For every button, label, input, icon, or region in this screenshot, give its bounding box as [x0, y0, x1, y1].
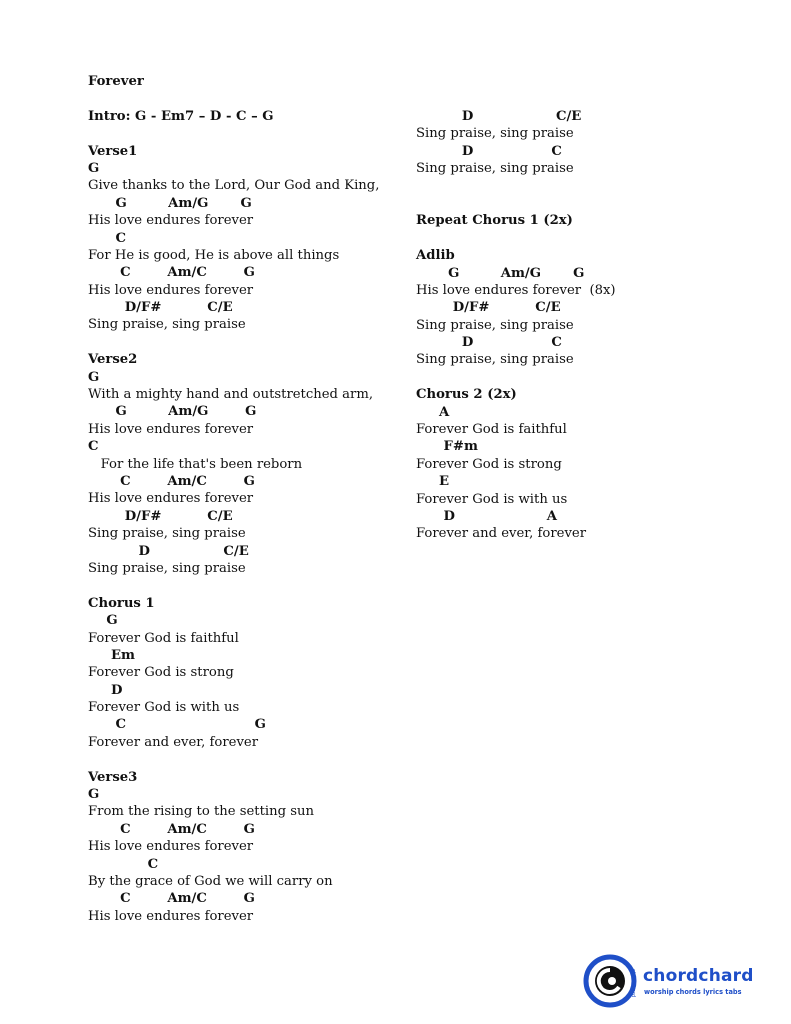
lyric-line: Forever God is with us [88, 700, 240, 716]
verse1-heading: Verse1 [88, 143, 138, 159]
lyric-line: With a mighty hand and outstretched arm, [88, 387, 374, 403]
spacer [88, 334, 398, 351]
chord-line: F#m [416, 439, 478, 455]
chord-line: G Am/G G [416, 265, 585, 281]
chord-line: D C [416, 335, 562, 351]
spacer [416, 195, 756, 212]
lyric-line: For the life that's been reborn [88, 456, 303, 472]
chord-line: D A [416, 508, 558, 524]
chord-line: D C/E [88, 543, 249, 559]
spacer [416, 230, 756, 247]
spacer [416, 178, 756, 195]
lyric-line: Forever God is strong [416, 456, 562, 472]
chord-line: G [88, 160, 100, 176]
chord-line: C Am/C G [88, 265, 255, 281]
chord-line: C [88, 856, 159, 872]
spacer [88, 125, 398, 142]
chord-line: D C [416, 143, 562, 159]
chord-line: C [88, 439, 99, 455]
chord-line: Em [88, 647, 135, 663]
lyric-line: Sing praise, sing praise [88, 560, 246, 576]
spacer [88, 577, 398, 594]
intro-line: Intro: G - Em7 – D - C – G [88, 108, 274, 124]
lyric-line: Sing praise, sing praise [416, 352, 574, 368]
logo-vertical-text: chordchard [630, 968, 636, 998]
chord-line: G Am/G G [88, 195, 252, 211]
lyric-line: Sing praise, sing praise [416, 161, 574, 177]
spacer [88, 90, 398, 107]
lyric-line: Forever God is faithful [416, 422, 567, 438]
chord-line: C Am/C G [88, 821, 255, 837]
lyric-line: Sing praise, sing praise [88, 526, 246, 542]
chord-line: C Am/C G [88, 473, 255, 489]
left-column [88, 73, 398, 925]
lyric-line: His love endures forever [88, 282, 254, 298]
chorus2-heading: Chorus 2 (2x) [416, 387, 517, 403]
chord-line: C G [88, 717, 266, 733]
lyric-line: His love endures forever [88, 908, 254, 924]
lyric-line: Forever God is strong [88, 665, 234, 681]
chorus1-heading: Chorus 1 [88, 595, 155, 611]
verse2-heading: Verse2 [88, 352, 138, 368]
chord-line: D/F# C/E [88, 508, 233, 524]
lyric-line: Sing praise, sing praise [88, 317, 246, 333]
spacer [88, 751, 398, 768]
lyric-line: Forever God is faithful [88, 630, 239, 646]
chord-line: D C/E [416, 109, 582, 124]
chord-line: C Am/C G [88, 891, 255, 907]
chord-line: G [88, 787, 100, 803]
chord-line: D/F# C/E [416, 300, 561, 316]
chord-line: D [88, 682, 123, 698]
chord-line: E [416, 474, 450, 490]
verse3-heading: Verse3 [88, 769, 138, 785]
logo-mark-icon [583, 953, 641, 1009]
lyric-line: Sing praise, sing praise [416, 126, 574, 142]
lyric-line: Sing praise, sing praise [416, 317, 574, 333]
lyric-line: His love endures forever [88, 213, 254, 229]
lyric-line: By the grace of God we will carry on [88, 873, 333, 889]
spacer [416, 369, 756, 386]
lyric-line: His love endures forever [88, 421, 254, 437]
chord-line: A [416, 404, 450, 420]
song-title: Forever [88, 74, 144, 89]
lyric-line: Forever and ever, forever [416, 526, 586, 542]
lyric-line: Forever and ever, forever [88, 734, 258, 750]
lyric-line: For He is good, He is above all things [88, 247, 340, 263]
chord-line: G [88, 369, 100, 385]
repeat-chorus-line: Repeat Chorus 1 (2x) [416, 213, 573, 229]
right-column [416, 108, 756, 543]
lyric-line: From the rising to the setting sun [88, 804, 315, 820]
lyric-line: His love endures forever [88, 839, 254, 855]
lyric-line: His love endures forever (8x) [416, 282, 616, 298]
chord-line: G [88, 613, 118, 629]
chord-line: D/F# C/E [88, 300, 233, 316]
lyric-line: Forever God is with us [416, 491, 568, 507]
chordchard-logo [583, 953, 768, 1009]
logo-tagline: worship chords lyrics tabs [644, 988, 742, 996]
chord-line: C [88, 230, 127, 246]
chord-line: G Am/G G [88, 404, 257, 420]
logo-name: chordchard [643, 966, 754, 986]
lyric-line: His love endures forever [88, 491, 254, 507]
lyric-line: Give thanks to the Lord, Our God and King, [88, 178, 380, 194]
adlib-heading: Adlib [416, 248, 455, 264]
